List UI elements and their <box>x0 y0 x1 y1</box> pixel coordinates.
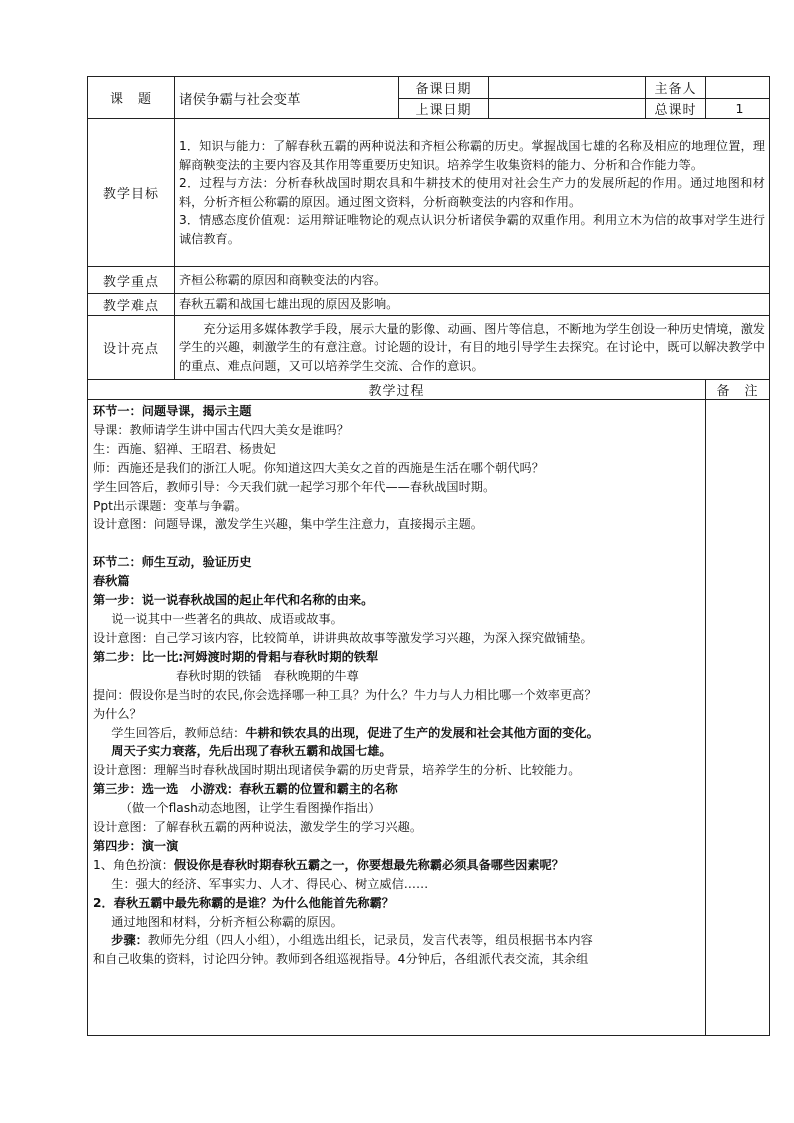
topic-value: 诸侯争霸与社会变革 <box>175 77 399 119</box>
process-line-lead: 1、角色扮演： <box>93 857 174 872</box>
topic-label: 课 题 <box>88 77 175 119</box>
process-content <box>88 400 706 1036</box>
class-date-value <box>489 99 646 119</box>
total-hours-label: 总课时 <box>646 99 706 119</box>
process-line: Ppt出示课题：变革与争霸。 <box>93 498 247 513</box>
process-line-lead: 学生回答后，教师总结： <box>111 725 246 740</box>
class-date-label: 上课日期 <box>399 99 489 119</box>
process-line: 为什么？ <box>93 706 142 721</box>
process-line-emphasis: 假设你是春秋时期春秋五霸之一，你要想最先称霸必须具备哪些因素呢？ <box>173 857 564 872</box>
total-hours-value: 1 <box>706 99 770 119</box>
process-line: 设计意图：了解春秋五霸的两种说法，激发学生的学习兴趣。 <box>93 820 423 835</box>
step-heading: 第四步：演一演 <box>93 838 179 853</box>
lesson-plan-page <box>87 76 769 1036</box>
blank-line <box>93 534 700 553</box>
process-line <box>93 856 700 875</box>
process-line: 学生回答后，教师引导：今天我们就一起学习那个年代——春秋战国时期。 <box>93 479 496 494</box>
process-line: 生：强大的经济、军事实力、人才、得民心、树立威信…… <box>111 876 429 891</box>
highlights-content <box>175 316 770 380</box>
goals-label: 教学目标 <box>88 119 175 267</box>
process-line <box>93 931 700 950</box>
process-line <box>93 724 700 743</box>
subsection-heading: 春秋篇 <box>93 574 130 589</box>
process-line: 说一说其中一些著名的典故、成语或故事。 <box>111 612 343 627</box>
difficulties-label: 教学难点 <box>88 294 175 316</box>
goal-item: 2．过程与方法：分析春秋战国时期农具和牛耕技术的使用对社会生产力的发展所起的作用。通过地图和材料，分析齐桓公称霸的原因。通过图文资料，分析商鞅变法的内容和作用。 <box>179 176 765 209</box>
process-line: 提问：假设你是当时的农民,你会选择哪一种工具？为什么？牛力与人力相比哪一个效率更高？ <box>93 687 597 702</box>
difficulties-value: 春秋五霸和战国七雄出现的原因及影响。 <box>175 294 770 316</box>
prep-date-label: 备课日期 <box>399 77 489 99</box>
process-line: 导课：教师请学生讲中国古代四大美女是谁吗？ <box>93 422 349 437</box>
key-points-label: 教学重点 <box>88 267 175 294</box>
highlights-label: 设计亮点 <box>88 316 175 380</box>
process-line-rest: 教师先分组（四人小组），小组选出组长，记录员，发言代表等，组员根据书本内容 <box>147 933 593 948</box>
highlights-text: 充分运用多媒体教学手段，展示大量的影像、动画、图片等信息，不断地为学生创设一种历史情境，激发学生的兴趣，刺激学生的有意注意。讨论题的设计，有目的地引导学生去探究。在讨论中，既可以解决教学中的重点、难点问题，又可以培养学生交流、合作的意识。 <box>179 321 765 373</box>
process-line: 设计意图：理解当时春秋战国时期出现诸侯争霸的历史背景，培养学生的分析、比较能力。 <box>93 763 581 778</box>
preparer-value <box>706 77 770 99</box>
process-header: 教学过程 <box>88 380 706 400</box>
preparer-label: 主备人 <box>646 77 706 99</box>
step-heading: 第一步：说一说春秋战国的起止年代和名称的由来。 <box>93 593 374 608</box>
section-heading: 环节二：师生互动，验证历史 <box>93 555 252 570</box>
process-line: 设计意图：自己学习该内容，比较简单，讲讲典故故事等激发学习兴趣，为深入探究做铺垫。 <box>93 630 593 645</box>
process-line: （做一个flash动态地图，让学生看图操作指出） <box>119 801 381 816</box>
goal-item: 1．知识与能力：了解春秋五霸的两种说法和齐桓公称霸的历史。掌握战国七雄的名称及相应的地理位置，理解商鞅变法的主要内容及其作用等重要历史知识。培养学生收集资料的能力、分析和合作能力等。 <box>179 139 765 172</box>
process-line: 通过地图和材料，分析齐桓公称霸的原因。 <box>111 914 343 929</box>
key-points-value: 齐桓公称霸的原因和商鞅变法的内容。 <box>175 267 770 294</box>
process-line: 设计意图：问题导课，激发学生兴趣，集中学生注意力，直接揭示主题。 <box>93 517 483 532</box>
process-line-lead: 步骤： <box>111 933 148 948</box>
process-line: 春秋时期的铁锸 春秋晚期的牛尊 <box>175 668 359 683</box>
section-heading: 环节一：问题导课，揭示主题 <box>93 404 252 418</box>
process-line: 生：西施、貂禅、王昭君、杨贵妃 <box>93 441 276 456</box>
step-heading: 第三步：选一选 小游戏：春秋五霸的位置和霸主的名称 <box>93 782 398 797</box>
process-line: 和自己收集的资料，讨论四分钟。教师到各组巡视指导。4分钟后，各组派代表交流，其余组 <box>93 952 589 967</box>
notes-column <box>706 400 770 1036</box>
process-line: 师：西施还是我们的浙江人呢。你知道这四大美女之首的西施是生活在哪个朝代吗？ <box>93 460 544 475</box>
goals-content <box>175 119 770 267</box>
lesson-plan-table <box>87 76 770 1036</box>
process-line: 周天子实力衰落，先后出现了春秋五霸和战国七雄。 <box>111 744 392 759</box>
prep-date-value <box>489 77 646 99</box>
process-line-emphasis: 牛耕和铁农具的出现，促进了生产的发展和社会其他方面的变化。 <box>245 725 599 740</box>
notes-header: 备 注 <box>706 380 770 400</box>
goal-item: 3．情感态度价值观：运用辩证唯物论的观点认识分析诸侯争霸的双重作用。利用立木为信的故事对学生进行诚信教育。 <box>179 213 765 246</box>
step-heading: 第二步：比一比:河姆渡时期的骨耜与春秋时期的铁犁 <box>93 649 379 664</box>
process-line: 2．春秋五霸中最先称霸的是谁？为什么他能首先称霸？ <box>93 895 394 910</box>
